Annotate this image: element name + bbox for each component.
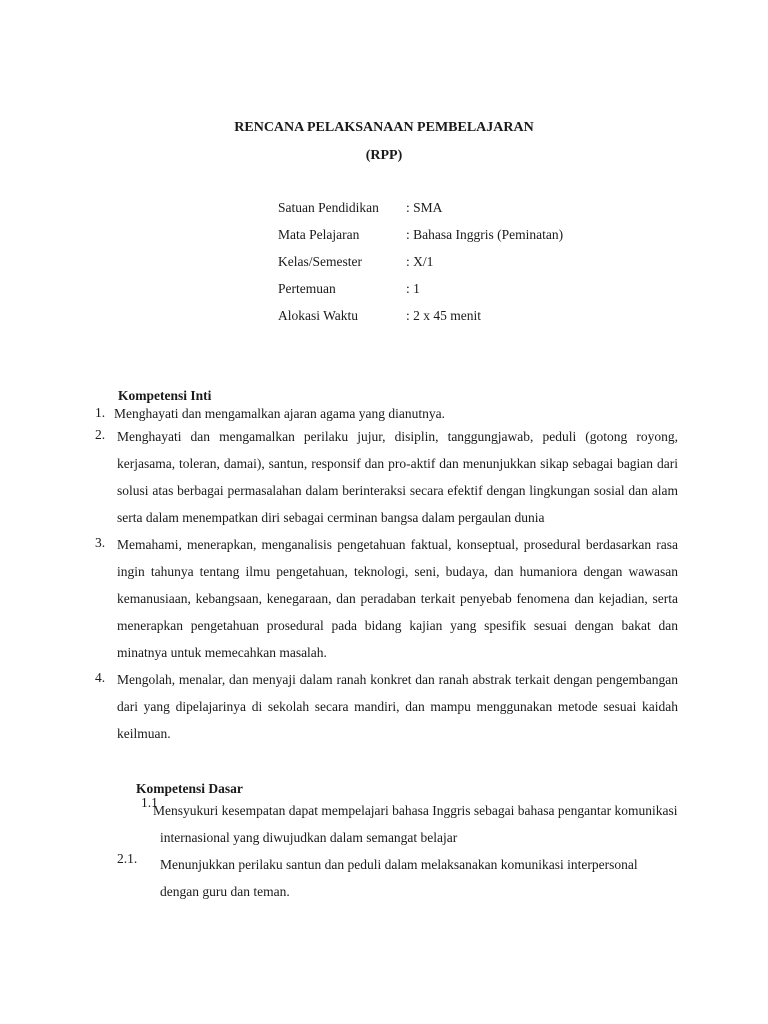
item-text: Memahami, menerapkan, menganalisis pengetahuan faktual, konseptual, prosedural berdasarkan rasa ingin tahunya tentang ilmu pengetahuan, teknologi, seni, budaya, dan humaniora dengan wawasan kemanusiaan, kebangsaan, kenegaraan, dan peradaban terkait penyebab fenomena dan kejadian, serta menerapkan pengetahuan prosedural pada bidang kajian yang spesifik sesuai dengan bakat dan minatnya untuk memecahkan masalah. [117,537,678,660]
list-item [118,797,678,851]
info-value: : 2 x 45 menit [406,308,481,323]
list-item [95,666,678,747]
info-row [278,254,563,281]
item-text: Menunjukkan perilaku santun dan peduli dalam melaksanakan komunikasi interpersonal dengan guru dan teman. [160,857,638,899]
info-value: : 1 [406,281,420,296]
list-item [95,405,678,423]
document-subtitle: (RPP) [365,148,403,163]
item-text: Menghayati dan mengamalkan perilaku jujur, disiplin, tanggungjawab, peduli (gotong royong, kerjasama, toleran, damai), santun, responsif dan pro-aktif dan menunjukkan sikap sebagai bagian dari solusi atas berbagai permasalahan dalam berinteraksi secara efektif dengan lingkungan sosial dan alam serta dalam menempatkan diri sebagai cerminan bangsa dalam pergaulan dunia [117,429,678,525]
info-value: : Bahasa Inggris (Peminatan) [406,227,564,242]
info-label: Kelas/Semester [278,254,362,269]
item-number: 1.1 [141,795,158,810]
info-label: Mata Pelajaran [278,227,360,242]
item-number: 3. [95,535,106,550]
info-row [278,308,563,335]
item-text: Menghayati dan mengamalkan ajaran agama yang dianutnya. [114,406,445,421]
list-item [95,531,678,666]
list-item [95,423,678,531]
kompetensi-dasar-heading: Kompetensi Dasar [136,781,243,796]
kompetensi-dasar-list [118,797,678,905]
info-value: : SMA [406,200,443,215]
info-label: Alokasi Waktu [278,308,359,323]
kompetensi-inti-heading: Kompetensi Inti [118,388,212,403]
info-row [278,200,563,227]
kompetensi-inti-list [95,405,678,747]
item-text: Mengolah, menalar, dan menyaji dalam ranah konkret dan ranah abstrak terkait dengan pengembangan dari yang dipelajarinya di sekolah secara mandiri, dan mampu menggunakan metode sesuai kaidah keilmuan. [117,672,678,741]
info-row [278,281,563,308]
info-value: : X/1 [406,254,434,269]
item-number: 2.1. [117,851,138,866]
info-label: Pertemuan [278,281,336,296]
item-number: 2. [95,427,106,442]
list-item [118,851,678,905]
document-title: RENCANA PELAKSANAAN PEMBELAJARAN [234,120,534,135]
identity-table [278,200,563,335]
item-text: Mensyukuri kesempatan dapat mempelajari bahasa Inggris sebagai bahasa pengantar komunikasi internasional yang diwujudkan dalam semangat belajar [153,803,678,845]
item-number: 1. [95,405,106,420]
item-number: 4. [95,670,106,685]
info-row [278,227,563,254]
info-label: Satuan Pendidikan [278,200,379,215]
